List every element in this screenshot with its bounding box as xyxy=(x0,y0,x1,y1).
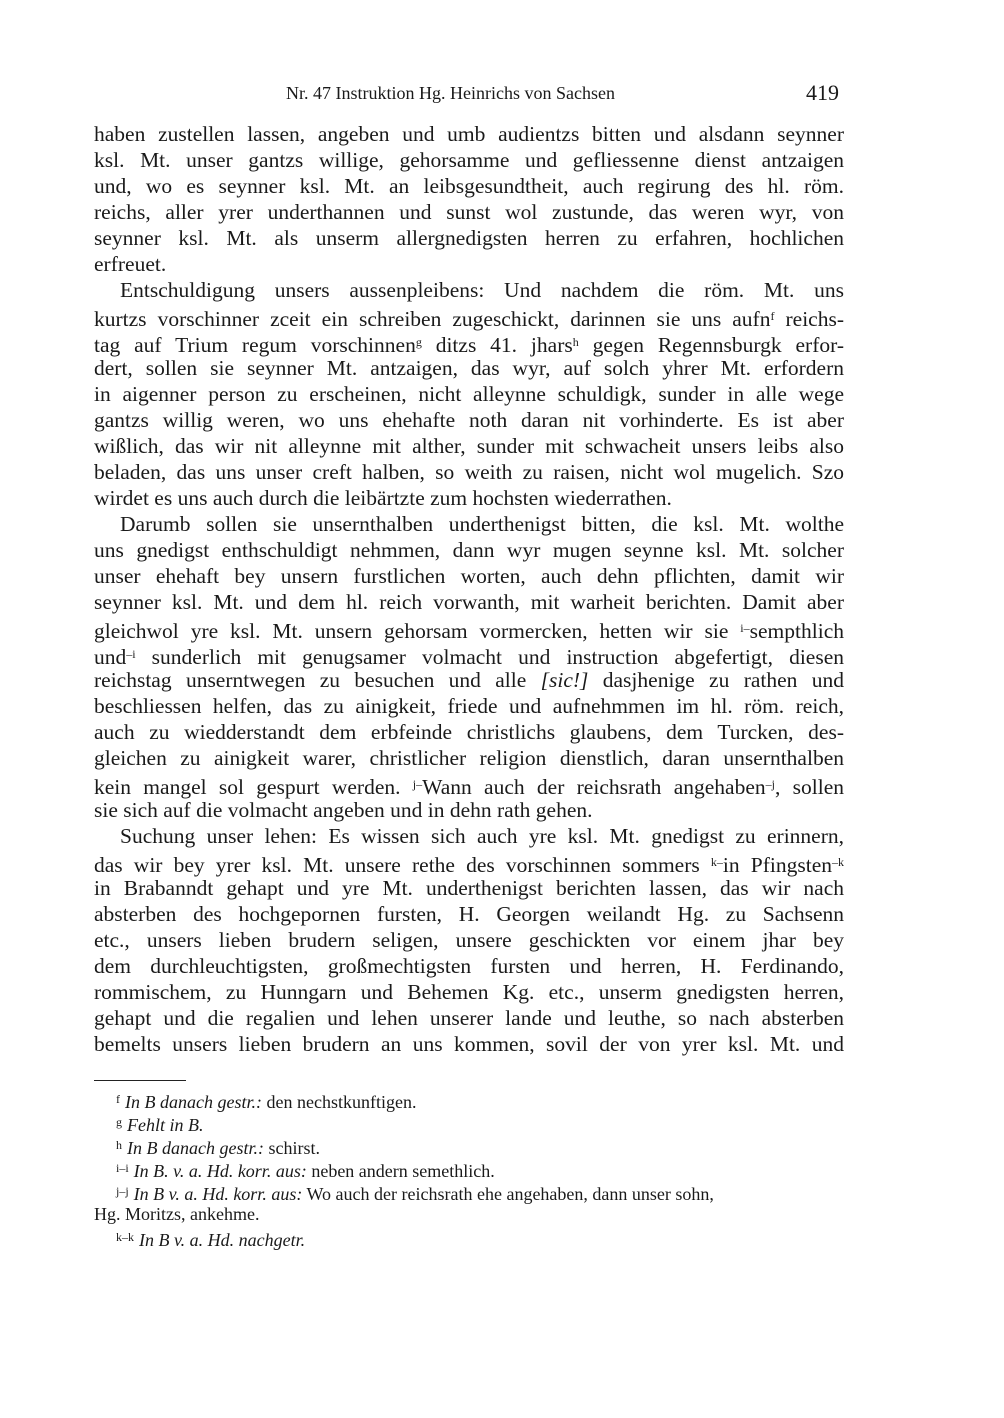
text-line: haben zustellen lassen, angeben und umb audientzs bitten und alsdann seynner xyxy=(94,122,844,146)
text-line: uns gnedigst enthschuldigt nehmmen, dann wyr mugen seynne ksl. Mt. solcher xyxy=(94,538,844,562)
footnote-j-continued: Hg. Moritzs, ankehme. xyxy=(94,1204,260,1224)
footnote-mark: h xyxy=(572,335,579,349)
text-line: Darumb sollen sie unsernthalben underthenigst bitten, die ksl. Mt. wolthe xyxy=(120,512,844,536)
text-line: reichstag unserntwegen zu besuchen und alle [sic!] dasjhenige zu rathen und xyxy=(94,668,844,692)
text-line: etc., unsers lieben brudern seligen, unsere geschickten vor einem jhar bey xyxy=(94,928,844,952)
footnote-i: $^{i-i}$ In B. v. a. Hd. korr. aus: neben andern semethlich. xyxy=(116,1161,495,1181)
text-line: und$^{-i}$ sunderlich mit genugsamer volmacht und instruction abgefertigt, diesen xyxy=(94,645,844,669)
footnote-marker: j–j xyxy=(116,1184,129,1198)
text-line: unser ehehaft bey unsern furstlichen worten, auch dehn pflichten, damit wir xyxy=(94,564,844,588)
text-line: Entschuldigung unsers aussenpleibens: Und nachdem die röm. Mt. uns xyxy=(120,278,844,302)
footnote-mark: –i xyxy=(126,647,136,661)
text-line: tag auf Trium regum vorschinnen$^g$ ditzs 41. jhars$^h$ gegen Regennsburgk erfor- xyxy=(94,333,845,357)
text-line: sie sich auf die volmacht angeben und in dehn rath gehen. xyxy=(94,798,593,822)
footnote-marker: h xyxy=(116,1138,122,1152)
footnote-marker: g xyxy=(116,1115,122,1129)
footnote-f: $^f$ In B danach gestr.: den nechstkunftigen. xyxy=(116,1092,417,1112)
footnote-divider xyxy=(94,1080,186,1081)
footnote-j: $^{j-j}$ In B v. a. Hd. korr. aus: Wo auch der reichsrath ehe angehaben, dann unser sohn, xyxy=(116,1184,714,1204)
text-line: gleichwol yre ksl. Mt. unsern gehorsam vormercken, hetten wir sie $^{i-}$sempthlich xyxy=(94,619,844,643)
text-line: bemelts unsers lieben brudern an uns kommen, sovil der von yrer ksl. Mt. und xyxy=(94,1032,844,1056)
footnote-mark: j– xyxy=(412,777,423,791)
text-line: reichs, aller yrer underthannen und sunst wol zustunde, das weren wyr, von xyxy=(94,200,844,224)
text-line: kein mangel sol gespurt werden. $^{j-}$Wann auch der reichsrath angehaben$^{-j}$, sollen xyxy=(94,775,844,799)
text-line: in Brabanndt gehapt und yre Mt. underthenigst berichten lassen, das wir nach xyxy=(94,876,844,900)
text-line: dem durchleuchtigsten, großmechtigsten fursten und herren, H. Ferdinando, xyxy=(94,954,844,978)
running-title: Nr. 47 Instruktion Hg. Heinrichs von Sachsen xyxy=(286,83,615,103)
text-line: wirdet es uns auch durch die leibärtzte zum hochsten wiederrathen. xyxy=(94,486,672,510)
text-line: dert, sollen sie seynner Mt. antzaigen, das wyr, auf solch yhrer Mt. erfordern xyxy=(94,356,844,380)
editorial-note: [sic!] xyxy=(540,668,589,692)
text-line: kurtzs vorschinner zceit ein schreiben zugeschickt, darinnen sie uns aufn$^f$ reichs- xyxy=(94,307,844,331)
text-line: gantzs willig weren, wo uns ehehafte noth daran nit vorhinderte. Es ist aber xyxy=(94,408,844,432)
footnote-g: $^g$ Fehlt in B. xyxy=(116,1115,204,1135)
text-line: ksl. Mt. unser gantzs willige, gehorsamme und gefliessenne dienst antzaigen xyxy=(94,148,844,172)
footnotes xyxy=(94,1088,844,1249)
footnote-k: $^{k-k}$ In B v. a. Hd. nachgetr. xyxy=(116,1230,306,1250)
running-head xyxy=(0,80,1004,110)
footnote-mark: f xyxy=(770,309,775,323)
text-line: das wir bey yrer ksl. Mt. unsere rethe des vorschinnen sommers $^{k-}$in Pfingsten$^{-k}$ xyxy=(94,853,844,877)
text-line: absterben des hochgepornen fursten, H. Georgen weilandt Hg. zu Sachsenn xyxy=(94,902,844,926)
text-line: Suchung unser lehen: Es wissen sich auch yre ksl. Mt. gnedigst zu erinnern, xyxy=(120,824,844,848)
text-line: seynner ksl. Mt. als unserm allergnedigsten herren zu erfahren, hochlichen xyxy=(94,226,844,250)
footnote-mark: –k xyxy=(832,855,844,869)
footnote-h: $^h$ In B danach gestr.: schirst. xyxy=(116,1138,320,1158)
text-line: auch zu wiedderstandt dem erbfeinde christlichs glaubens, dem Turcken, des- xyxy=(94,720,844,744)
footnote-mark: k– xyxy=(710,855,723,869)
text-line: gleichen zu ainigkeit warer, christlicher religion dienstlich, daran unsernthalben xyxy=(94,746,844,770)
text-line: seynner ksl. Mt. und dem hl. reich vorwanth, mit warheit berichten. Damit aber xyxy=(94,590,844,614)
text-line: beschliessen helfen, das zu ainigkeit, friede und aufnehmmen im hl. röm. reich, xyxy=(94,694,844,718)
footnote-marker: k–k xyxy=(116,1230,134,1244)
footnote-mark: g xyxy=(415,335,422,349)
text-line: wißlich, das wir nit alleynne mit alther, sunder mit schwacheit unsers leibs also xyxy=(94,434,844,458)
text-line: erfreuet. xyxy=(94,252,167,276)
page-number: 419 xyxy=(806,80,839,105)
footnote-marker: f xyxy=(116,1092,120,1106)
main-text xyxy=(94,121,844,1057)
footnote-mark: –j xyxy=(765,777,775,791)
text-line: beladen, das uns unser creft halben, so weith zu raisen, nicht wol mugelich. Szo xyxy=(94,460,844,484)
text-line: in aigenner person zu erscheinen, nicht alleynne schuldigk, sunder in alle wege xyxy=(94,382,844,406)
text-line: rommischem, zu Hunngarn und Behemen Kg. etc., unserm gnedigsten herren, xyxy=(94,980,844,1004)
text-line: und, wo es seynner ksl. Mt. an leibsgesundtheit, auch regirung des hl. röm. xyxy=(94,174,844,198)
footnote-mark: i– xyxy=(740,621,750,635)
text-line: gehapt und die regalien und lehen unserer lande und leuthe, so nach absterben xyxy=(94,1006,844,1030)
footnote-marker: i–i xyxy=(116,1161,129,1175)
